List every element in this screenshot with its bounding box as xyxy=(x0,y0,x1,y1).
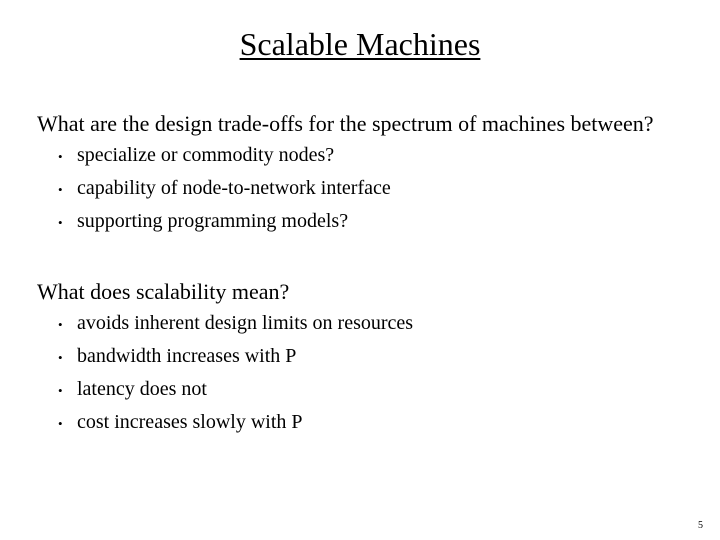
bullet-list-scalability xyxy=(58,309,413,441)
bullet-icon: • xyxy=(58,383,63,398)
bullet-text: bandwidth increases with P xyxy=(77,345,297,367)
section-heading-tradeoffs: What are the design trade-offs for the spectrum of machines between? xyxy=(37,111,654,136)
bullet-icon: • xyxy=(58,350,63,365)
bullet-item xyxy=(58,408,413,441)
bullet-icon: • xyxy=(58,215,63,230)
bullet-item xyxy=(58,309,413,342)
bullet-item xyxy=(58,342,413,375)
bullet-text: avoids inherent design limits on resources xyxy=(77,312,414,334)
slide-title xyxy=(0,24,720,64)
slide-title-text: Scalable Machines xyxy=(239,26,481,62)
bullet-icon: • xyxy=(58,317,63,332)
bullet-text: supporting programming models? xyxy=(77,210,349,232)
bullet-item xyxy=(58,174,391,207)
page-number: 5 xyxy=(698,520,703,531)
bullet-text: cost increases slowly with P xyxy=(77,411,303,433)
bullet-item xyxy=(58,141,391,174)
bullet-text: capability of node-to-network interface xyxy=(77,177,391,199)
bullet-icon: • xyxy=(58,182,63,197)
bullet-item xyxy=(58,375,413,408)
bullet-text: specialize or commodity nodes? xyxy=(77,144,335,166)
bullet-icon: • xyxy=(58,416,63,431)
bullet-text: latency does not xyxy=(77,378,207,400)
bullet-list-tradeoffs xyxy=(58,141,391,240)
section-heading-scalability: What does scalability mean? xyxy=(37,279,290,304)
bullet-item xyxy=(58,207,391,240)
bullet-icon: • xyxy=(58,149,63,164)
